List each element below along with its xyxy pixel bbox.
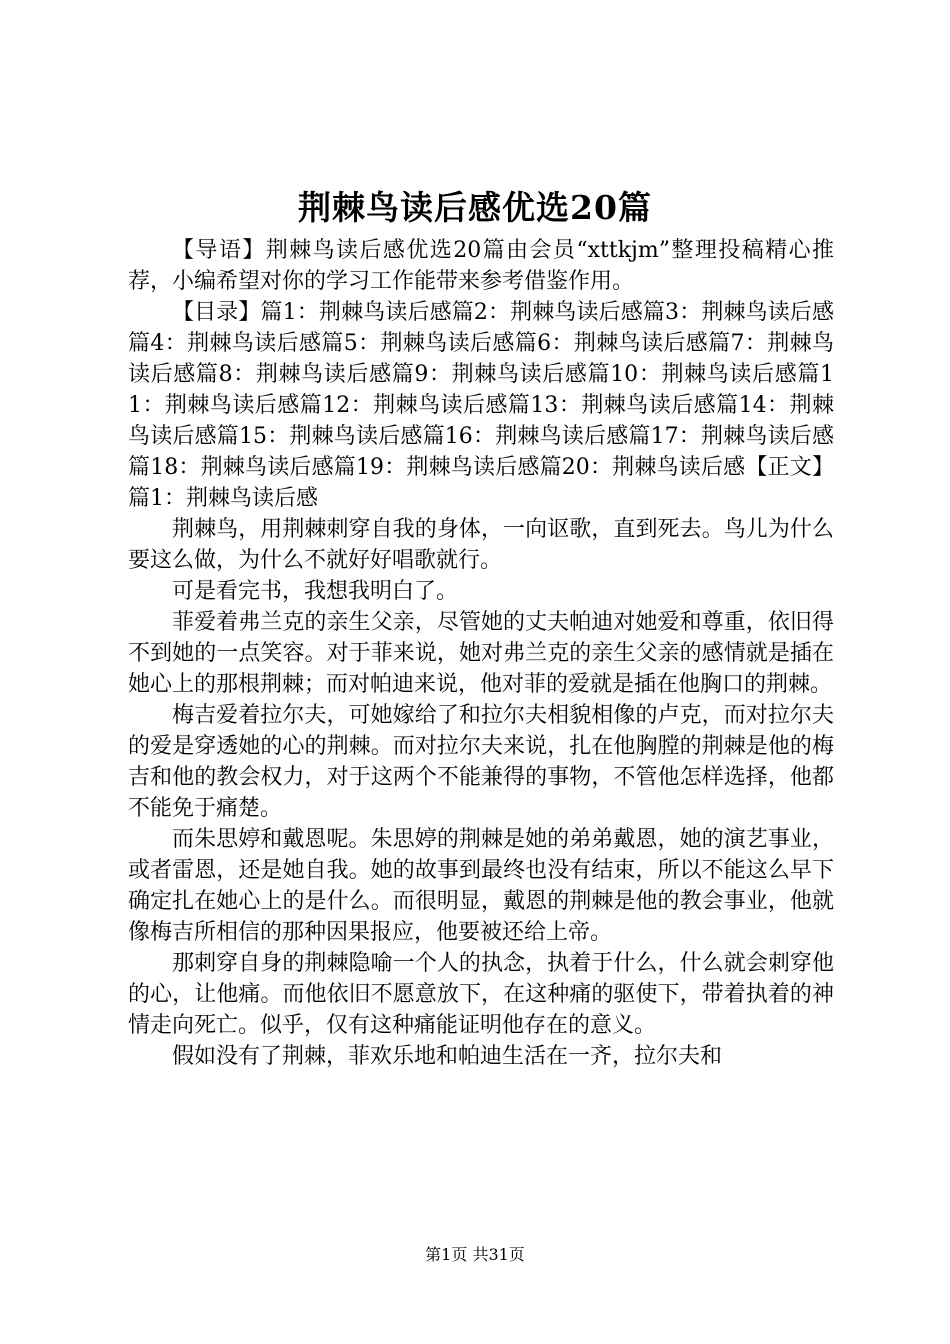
document-body: [128, 235, 834, 1072]
document-title: 荆棘鸟读后感优选20篇: [298, 188, 652, 227]
paragraph: 而朱思婷和戴恩呢。朱思婷的荆棘是她的弟弟戴恩，她的演艺事业，或者雷恩，还是她自我。她的故事到最终也没有结束，所以不能这么早下确定扎在她心上的是什么。而很明显，戴恩的荆棘是他的教会事业，他就像梅吉所相信的那种因果报应，他要被还给上帝。: [128, 827, 834, 945]
paragraph: 那刺穿自身的荆棘隐喻一个人的执念，执着于什么，什么就会刺穿他的心，让他痛。而他依旧不愿意放下，在这种痛的驱使下，带着执着的神情走向死亡。似乎，仅有这种痛能证明他存在的意义。: [128, 951, 834, 1038]
page-number-footer: 第1页 共31页: [425, 1245, 525, 1264]
paragraph: 假如没有了荆棘，菲欢乐地和帕迪生活在一齐，拉尔夫和: [172, 1044, 723, 1069]
paragraph-toc: 【目录】篇1：荆棘鸟读后感篇2：荆棘鸟读后感篇3：荆棘鸟读后感篇4：荆棘鸟读后感篇5：荆棘鸟读后感篇6：荆棘鸟读后感篇7：荆棘鸟读后感篇8：荆棘鸟读后感篇9：荆棘鸟读后感篇10：荆棘鸟读后感篇11：荆棘鸟读后感篇12：荆棘鸟读后感篇13：荆棘鸟读后感篇14：荆棘鸟读后感篇15：荆棘鸟读后感篇16：荆棘鸟读后感篇17：荆棘鸟读后感篇18：荆棘鸟读后感篇19：荆棘鸟读后感篇20：荆棘鸟读后感【正文】篇1：荆棘鸟读后感: [128, 300, 834, 511]
paragraph: 菲爱着弗兰克的亲生父亲，尽管她的丈夫帕迪对她爱和尊重，依旧得不到她的一点笑容。对于菲来说，她对弗兰克的亲生父亲的感情就是插在她心上的那根荆棘；而对帕迪来说，他对菲的爱就是插在他胸口的荆棘。: [128, 610, 834, 697]
paragraph-intro: 【导语】荆棘鸟读后感优选20篇由会员“xttkjm”整理投稿精心推荐，小编希望对你的学习工作能带来参考借鉴作用。: [128, 238, 834, 294]
paragraph: 荆棘鸟，用荆棘刺穿自我的身体，一向讴歌，直到死去。鸟儿为什么要这么做，为什么不就好好唱歌就行。: [128, 517, 834, 573]
paragraph: 可是看完书，我想我明白了。: [172, 579, 459, 604]
paragraph: 梅吉爱着拉尔夫，可她嫁给了和拉尔夫相貌相像的卢克，而对拉尔夫的爱是穿透她的心的荆棘。而对拉尔夫来说，扎在他胸膛的荆棘是他的梅吉和他的教会权力，对于这两个不能兼得的事物，不管他怎样选择，他都不能免于痛楚。: [128, 703, 834, 821]
